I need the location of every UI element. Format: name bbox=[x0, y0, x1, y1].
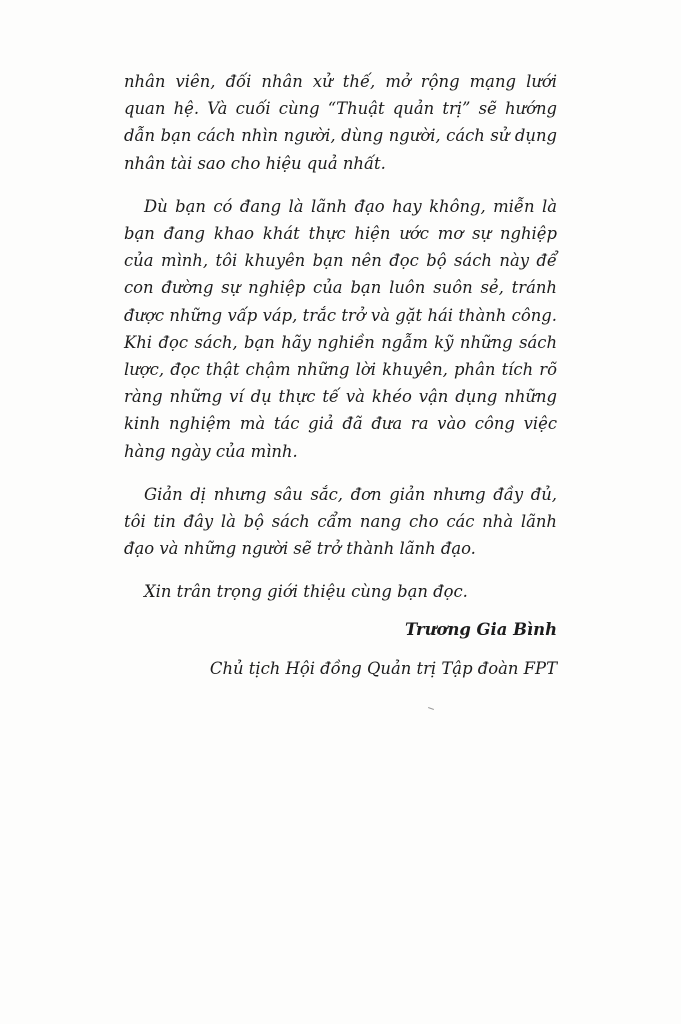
paragraph-closing: Xin trân trọng giới thiệu cùng bạn đọc. bbox=[144, 582, 468, 602]
paragraph-continuation: nhân viên, đối nhân xử thế, mở rộng mạng lưới quan hệ. Và cuối cùng “Thuật quản trị” sẽ hướng dẫn bạn cách nhìn người, dùng người, cách sử dụng nhân tài sao cho hiệu quả nhất. bbox=[124, 72, 557, 173]
paragraph-summary: Giản dị nhưng sâu sắc, đơn giản nhưng đầy đủ, tôi tin đây là bộ sách cẩm nang cho các nhà lãnh đạo và những người sẽ trở thành lãnh đạo. bbox=[124, 484, 557, 559]
signature-block bbox=[210, 616, 557, 682]
body-text bbox=[124, 68, 557, 622]
paper-speck bbox=[428, 707, 434, 710]
paragraph-recommendation: Dù bạn có đang là lãnh đạo hay không, miễn là bạn đang khao khát thực hiện ước mơ sự nghiệp của mình, tôi khuyên bạn nên đọc bộ sách này để con đường sự nghiệp của bạn luôn suôn sẻ, tránh được những vấp váp, trắc trở và gặt hái thành công. Khi đọc sách, bạn hãy nghiền ngẫm kỹ những sách lược, đọc thật chậm những lời khuyên, phân tích rõ ràng những ví dụ thực tế và khéo vận dụng những kinh nghiệm mà tác giả đã đưa ra vào công việc hàng ngày của mình. bbox=[124, 196, 557, 461]
author-title: Chủ tịch Hội đồng Quản trị Tập đoàn FPT bbox=[209, 659, 557, 678]
author-name: Trương Gia Bình bbox=[404, 620, 557, 639]
